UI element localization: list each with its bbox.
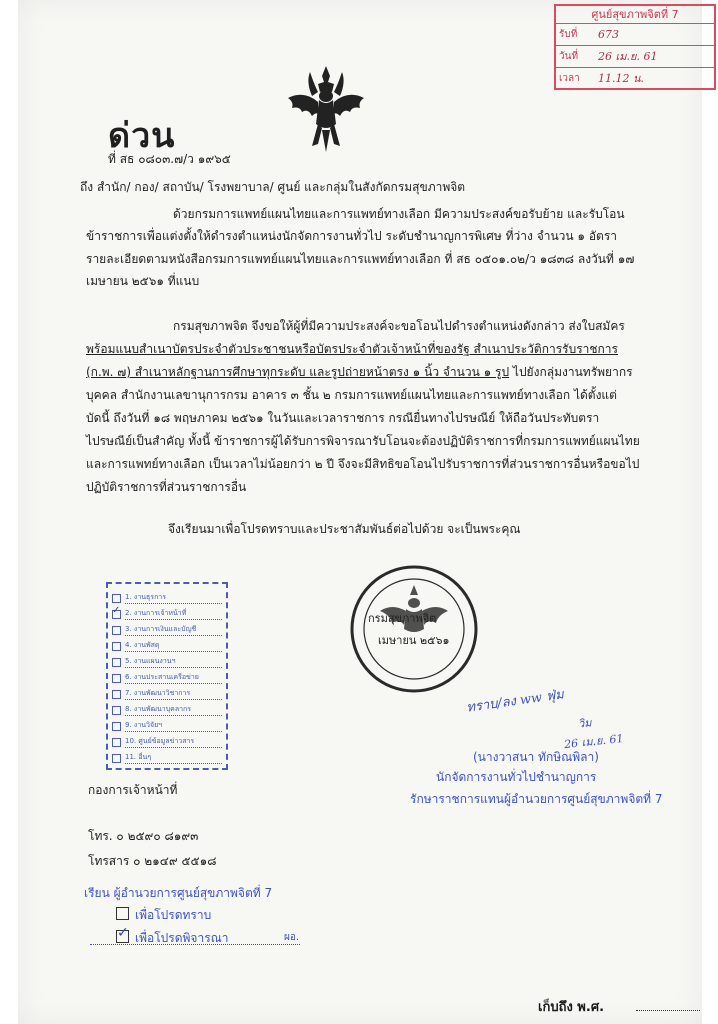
- checkbox-icon[interactable]: [112, 690, 121, 699]
- routing-label: 3. งานการเงินและบัญชี: [125, 624, 222, 636]
- receipt-value: 11.12 น.: [598, 72, 645, 85]
- routing-item[interactable]: [108, 702, 226, 718]
- option-label: เพื่อโปรดทราบ: [135, 908, 212, 922]
- para2-line2: พร้อมแนบสำเนาบัตรประจำตัวประชาชนหรือบัตรประจำตัวเจ้าหน้าที่ของรัฐ สำเนาประวัติการรับราชการ: [86, 342, 618, 356]
- receipt-row-date: [556, 46, 714, 68]
- para2-line1: กรมสุขภาพจิต จึงขอให้ผู้ที่มีความประสงค์จะขอโอนไปดำรงตำแหน่งดังกล่าว ส่งใบสมัคร: [173, 319, 625, 333]
- routing-label: 2. งานการเจ้าหน้าที่: [125, 608, 222, 620]
- signer-name: (นางวาสนา ทักษิณพิลา): [473, 750, 599, 764]
- routing-label: 4. งานพัสดุ: [125, 640, 222, 652]
- routing-label: 9. งานวิจัยฯ: [125, 720, 222, 732]
- routing-label: 1. งานธุรการ: [125, 592, 222, 604]
- handwritten-note: ทราบ/ลง ww ฟุ่ม: [465, 687, 565, 716]
- receipt-label: เวลา: [559, 73, 580, 84]
- handwritten-initial: วิม: [577, 716, 593, 731]
- routing-checklist: [106, 582, 228, 770]
- routing-item[interactable]: [108, 622, 226, 638]
- signer-acting-title: รักษาราชการแทนผู้อำนวยการศูนย์สุขภาพจิตที่ 7: [410, 792, 663, 806]
- seal-text-date: เมษายน ๒๕๖๑: [378, 634, 450, 647]
- receipt-value: 673: [598, 28, 619, 41]
- para1-line2: ข้าราชการเพื่อแต่งตั้งให้ดำรงตำแหน่งนักจัดการงานทั่วไป ระดับชำนาญการพิเศษ ที่ว่าง จำนวน ๑ อัตรา: [86, 229, 618, 243]
- routing-item[interactable]: [108, 638, 226, 654]
- addressee: ถึง สำนัก/ กอง/ สถาบัน/ โรงพยาบาล/ ศูนย์ และกลุ่มในสังกัดกรมสุขภาพจิต: [80, 180, 466, 194]
- receipt-stamp: [554, 4, 716, 90]
- contact-fax: โทรสาร ๐ ๒๑๔๙ ๕๕๑๘: [88, 854, 217, 868]
- seal-ring-icon: [348, 563, 480, 695]
- checkbox-icon[interactable]: [112, 674, 121, 683]
- para2-line6: ไปรษณีย์เป็นสำคัญ ทั้งนี้ ข้าราชการผู้ได้รับการพิจารณารับโอนจะต้องปฏิบัติราชการที่กรมการแพทย์แผนไทย: [86, 434, 640, 448]
- para2-line3-underlined: (ก.พ. ๗) สำเนาหลักฐานการศึกษาทุกระดับ และรูปถ่ายหน้าตรง ๑ นิ้ว จำนวน ๑ รูป: [86, 365, 510, 379]
- checkbox-icon[interactable]: [112, 658, 121, 667]
- para2-line5: บัดนี้ ถึงวันที่ ๑๘ พฤษภาคม ๒๕๖๑ ในวันและเวลาราชการ กรณียื่นทางไปรษณีย์ ให้ถือวันประทับตรา: [86, 411, 600, 425]
- department-seal: [348, 563, 480, 695]
- checkbox-icon[interactable]: [112, 722, 121, 731]
- routing-option-acknowledge[interactable]: [116, 906, 211, 925]
- routing-item[interactable]: [108, 654, 226, 670]
- closing-line: จึงเรียนมาเพื่อโปรดทราบและประชาสัมพันธ์ต่อไปด้วย จะเป็นพระคุณ: [168, 522, 521, 536]
- routing-label: 10. ศูนย์ข้อมูลข่าวสาร: [125, 736, 222, 748]
- checkbox-icon[interactable]: [112, 626, 121, 635]
- routing-label: 7. งานพัฒนาวิชาการ: [125, 688, 222, 700]
- document-number: ที่ สธ ๐๘๐๓.๗/ว ๑๙๖๕: [108, 152, 231, 166]
- routing-stamp-to: เรียน ผู้อำนวยการศูนย์สุขภาพจิตที่ 7: [84, 886, 273, 900]
- para2-line8: ปฏิบัติราชการที่ส่วนราชการอื่น: [86, 480, 247, 494]
- receipt-row-time: [556, 68, 714, 89]
- signature-dotted-line: [90, 944, 300, 945]
- option-label: เพื่อโปรดพิจารณา: [135, 931, 229, 945]
- receipt-stamp-title: ศูนย์สุขภาพจิตที่ 7: [556, 6, 714, 24]
- routing-item[interactable]: [108, 670, 226, 686]
- checked-checkbox-icon[interactable]: [112, 610, 121, 619]
- checkbox-icon[interactable]: [112, 594, 121, 603]
- para2-line4: บุคคล สำนักงานเลขานุการกรม อาคาร ๓ ชั้น ๒ กรมการแพทย์แผนไทยและการแพทย์ทางเลือก ได้ตั้งแต่: [86, 388, 617, 402]
- para2-line7: และการแพทย์ทางเลือก เป็นเวลาไม่น้อยกว่า ๒ ปี จึงจะมีสิทธิขอโอนไปรับราชการที่ส่วนราชการอื่นหรือขอไป: [86, 457, 640, 471]
- para1-line3: รายละเอียดตามหนังสือกรมการแพทย์แผนไทยและการแพทย์ทางเลือก ที่ สธ ๐๕๐๑.๐๒/ว ๑๘๓๘ ลงวันที่ ๑๗: [86, 252, 635, 266]
- para1-line4: เมษายน ๒๕๖๑ ที่แนบ: [86, 274, 200, 288]
- routing-option-consider[interactable]: [116, 929, 229, 948]
- seal-text-dept: กรมสุขภาพจิต: [368, 612, 437, 625]
- signer-position: นักจัดการงานทั่วไปชำนาญการ: [436, 770, 597, 784]
- receipt-label: วันที่: [559, 51, 579, 62]
- checkbox-icon[interactable]: [112, 706, 121, 715]
- checked-checkbox-icon[interactable]: [116, 930, 129, 943]
- director-abbrev: ผอ.: [284, 932, 300, 943]
- handwritten-date: 26 เม.ย. 61: [563, 731, 625, 752]
- routing-item[interactable]: [108, 734, 226, 750]
- checkbox-icon[interactable]: [116, 907, 129, 920]
- filing-note: เก็บถึง พ.ศ.: [538, 1000, 605, 1015]
- checkbox-icon[interactable]: [112, 642, 121, 651]
- checkbox-icon[interactable]: [112, 738, 121, 747]
- routing-item[interactable]: [108, 750, 226, 766]
- routing-label: 6. งานประสานเครือข่าย: [125, 672, 222, 684]
- receipt-row-number: [556, 24, 714, 46]
- para2-line3: [86, 361, 633, 384]
- routing-label: 8. งานพัฒนาบุคลากร: [125, 704, 222, 716]
- contact-department: กองการเจ้าหน้าที่: [88, 783, 178, 797]
- routing-item[interactable]: [108, 590, 226, 606]
- routing-item[interactable]: [108, 606, 226, 622]
- urgent-label: ด่วน: [108, 116, 176, 156]
- routing-item[interactable]: [108, 686, 226, 702]
- garuda-emblem-icon: [282, 62, 370, 154]
- routing-item[interactable]: [108, 718, 226, 734]
- filing-dotted-line: [636, 1010, 700, 1011]
- receipt-value: 26 เม.ย. 61: [598, 50, 658, 63]
- routing-label: 11. อื่นๆ: [125, 752, 222, 764]
- checkbox-icon[interactable]: [112, 754, 121, 763]
- routing-label: 5. งานแผนงานฯ: [125, 656, 222, 668]
- receipt-label: รับที่: [559, 29, 578, 40]
- para2-line3-rest: ไปยังกลุ่มงานทรัพยากร: [509, 365, 633, 379]
- para1-line1: ด้วยกรมการแพทย์แผนไทยและการแพทย์ทางเลือก มีความประสงค์ขอรับย้าย และรับโอน: [173, 207, 625, 221]
- document-page: [18, 0, 702, 1024]
- contact-phone: โทร. ๐ ๒๕๙๐ ๘๑๙๓: [88, 829, 199, 843]
